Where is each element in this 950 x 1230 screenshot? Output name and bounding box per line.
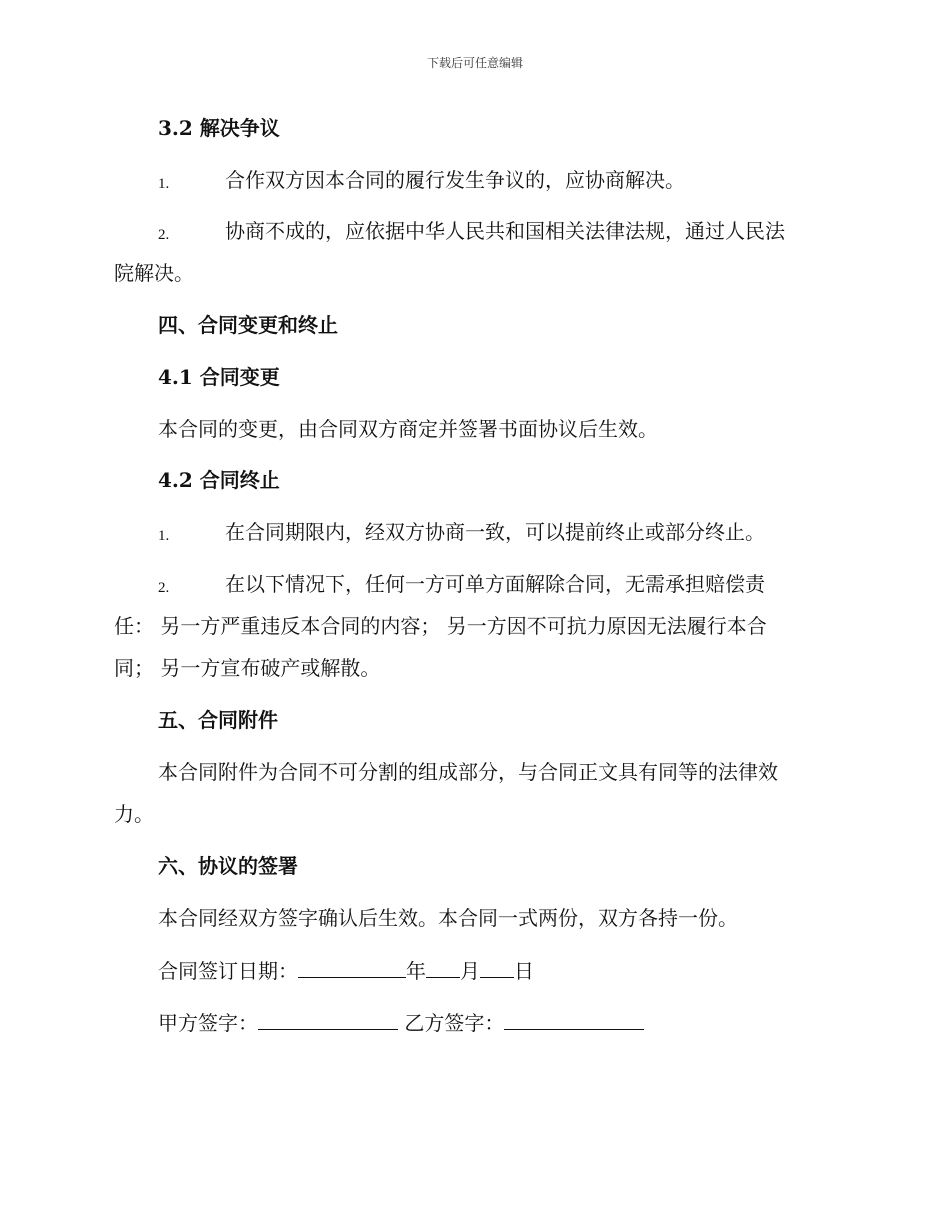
party-b-signature-blank[interactable] <box>504 1009 644 1030</box>
party-b-label: 乙方签字： <box>404 1011 505 1035</box>
page-header: 下载后可任意编辑 <box>426 56 523 70</box>
date-year-blank[interactable] <box>298 957 406 978</box>
date-label: 合同签订日期： <box>158 959 298 983</box>
date-year-label: 年 <box>406 959 426 983</box>
date-month-blank[interactable] <box>426 957 460 978</box>
date-day-label: 日 <box>514 959 534 983</box>
party-a-signature-blank[interactable] <box>258 1009 398 1030</box>
date-day-blank[interactable] <box>480 957 514 978</box>
date-month-label: 月 <box>460 959 480 983</box>
party-a-label: 甲方签字： <box>158 1011 258 1035</box>
